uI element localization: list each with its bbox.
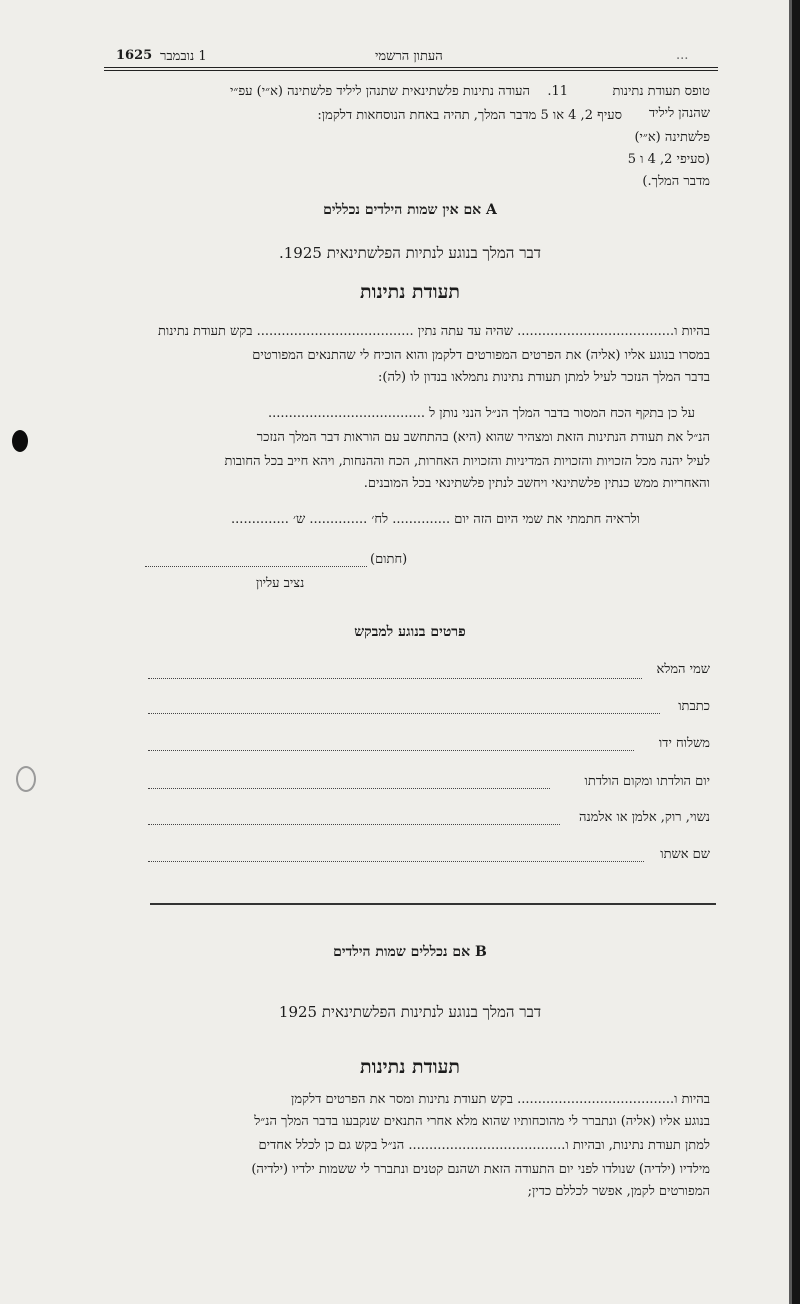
form-a-cert-title: תעודת נתינות [360, 281, 460, 303]
header-rule-1 [104, 67, 718, 68]
form-b-par1-line4: מילדיו (ילדיה) שנולדו לפני יום התעודה הזאת ושהנם קטנים ונתברר לי ששמות ילדיו (ילדיה) [251, 1162, 710, 1177]
form-a-par2-line3: לעיל יהנה מכל הזכויות והזכויות המדיניות והזכויות האחרות, הכח וההנחות, ויהא חייב בכל החובות [224, 454, 710, 469]
form-a-order-title: דבר המלך בנוגע לנתיות הפלשתינאית 1925. [278, 244, 542, 262]
field-line-wife-name [148, 861, 644, 862]
form-a-label: A אם אין שמות הילדים נכללים [323, 202, 497, 218]
form-a-signer: נציב עליון [256, 576, 305, 591]
field-line-birth [148, 788, 550, 789]
field-label-address: כתבתו [678, 699, 710, 714]
form-b-order-title: דבר המלך בנוגע לנתינות הפלשתינאית 1925 [278, 1003, 542, 1021]
page-edge-dark [792, 0, 800, 1304]
form-a-signature-label: (חתום) [370, 552, 408, 567]
field-label-occupation: משלוח ידו [658, 736, 710, 751]
form-b-par1-line3: למתן תעודת נתינות, ובהיות ו...................................... הנ״ל בקש גם כן לכלל אחדים [258, 1138, 710, 1153]
form-b-par1-line1: בהיות ו...................................... בקש תעודת נתינות ומסר את הפרטים דלקמן [291, 1092, 710, 1107]
form-b-label: B אם נכללים שמות הילדים [333, 944, 487, 960]
form-b-cert-title: תעודת נתינות [360, 1056, 460, 1078]
section-text-1: העודה נתינות פלשתינאית שתנהן ליליד פלשתינה (א״י) עפ״י [230, 84, 530, 99]
form-a-par2-line4: והאחריות ממש כנתין פלשתינאי ויחשב לנתין פלשתינאי בכל המובנים. [363, 476, 710, 491]
field-line-full-name [148, 678, 642, 679]
form-a-particulars-title: פרטים בנוגע למבקש [354, 624, 466, 640]
form-a-par1-line3: בדבר המלך הנזכר לעיל למתן תעודת נתינות נתמלאו בנדון לו (לה): [378, 370, 710, 385]
form-a-par2-line1: על כן בתקף הכח המסור בדבר המלך הנ״ל הנני נותן ל ...................................... [267, 406, 695, 421]
field-line-address [148, 713, 660, 714]
margin-note-2: שהנהן ליליד [648, 106, 710, 121]
field-label-birth: יום הולדתו ומקום הולדתו [584, 774, 710, 789]
page-edge-shadow [789, 0, 792, 1304]
section-number: 11. [547, 84, 568, 99]
form-a-par1-line1: בהיות ו...................................... שהיה עד עתה נתין ...................................... בקש תעודת נתינות [157, 324, 710, 339]
header-date: 1 נובמבר [160, 49, 207, 64]
punch-hole-bottom [16, 766, 36, 792]
signature-line [145, 566, 367, 567]
form-a-par2-line2: הנ״ל את תעודת הנתינות הזאת ומצהיר שהוא (היא) בהתחשב עם הוראות דבר המלך הנזכר [256, 430, 710, 445]
margin-note-1: טופס תעודת נתינות [612, 84, 710, 99]
margin-note-4: (סעיפי 2, 4 ו 5 [627, 152, 710, 167]
form-separator-rule [150, 903, 716, 905]
margin-note-3: פלשתינה (א״י) [634, 130, 710, 145]
form-a-witness-line: ולראיה חתמתי את שמי היום הזה יום .............. לח׳ .............. ש׳ .............. [231, 512, 640, 527]
field-line-marital-status [148, 824, 560, 825]
field-line-occupation [148, 750, 634, 751]
field-label-marital-status: נשוי, רוק, אלמן או אלמנה [579, 810, 710, 825]
page-number: 1625 [116, 48, 153, 63]
header-rule-2 [104, 70, 718, 71]
section-text-2: סעיף 2, 4 או 5 מדבר המלך, תהיה באחת הנוסחאות דלקמן: [317, 108, 622, 123]
header-corner: ... [676, 48, 689, 63]
margin-note-5: מדבר המלך.) [642, 174, 710, 189]
form-b-par1-line5: המפורטים לקמן, אפשר לכללם כדין; [527, 1184, 710, 1199]
field-label-wife-name: שם אשתו [660, 847, 710, 862]
field-label-full-name: שמי המלא [656, 662, 710, 677]
form-a-par1-line2: במסרו בנוגע אליו (אליה) את הפרטים המפורטים דלקמן והוא הוכיח לי שהתנאים המפורטים [252, 348, 710, 363]
header-title: העתון הרשמי [375, 49, 443, 64]
punch-hole-top [12, 430, 28, 452]
form-b-par1-line2: בנוגע אליו (אליה) ונתברר לי מהוכחותיו שהוא מלא אחרי התנאים שנקבעו בדבר המלך הנ״ל [254, 1114, 710, 1129]
